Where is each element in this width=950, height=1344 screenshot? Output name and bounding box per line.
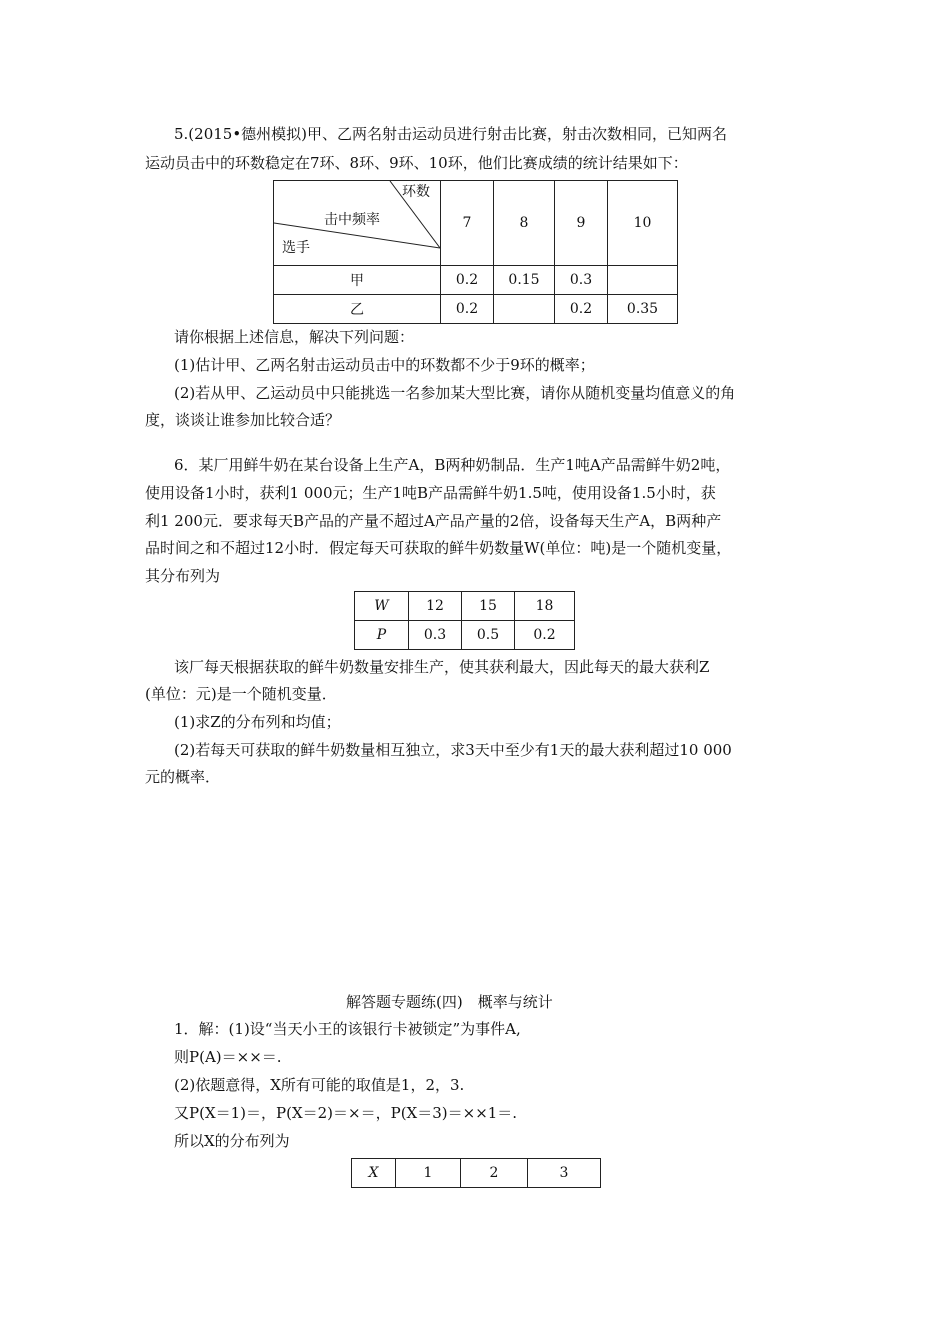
- q5-subquestion-1: (1)估计甲、乙两名射击运动员击中的环数都不少于9环的概率；: [174, 356, 595, 374]
- table-cell: 0.3: [409, 621, 462, 650]
- answer-1-line-3: (2)依题意得，X所有可能的取值是1，2，3.: [174, 1076, 465, 1094]
- answer-1-line-1: 1．解：(1)设“当天小王的该银行卡被锁定”为事件A,: [174, 1020, 521, 1038]
- answer-1-line-4: 又P(X＝1)＝，P(X＝2)＝×＝，P(X＝3)＝××1＝.: [174, 1104, 518, 1122]
- row-header-x: X: [352, 1159, 396, 1188]
- q6-distribution-table: [354, 591, 575, 650]
- q5-score-table: [273, 180, 678, 324]
- table-row: [355, 621, 575, 650]
- q6-line-4: 品时间之和不超过12小时．假定每天可获取的鲜牛奶数量W(单位：吨)是一个随机变量，: [145, 539, 732, 557]
- col-header: 8: [494, 181, 555, 266]
- q6-subquestion-2-line-2: 元的概率．: [145, 768, 221, 786]
- table-cell: 1: [396, 1159, 461, 1188]
- table-cell: 15: [462, 592, 515, 621]
- q5-prompt: 请你根据上述信息，解决下列问题：: [174, 328, 415, 346]
- q6-line-3: 利1 200元．要求每天B产品的产量不超过A产品产量的2倍，设备每天生产A，B两种产: [145, 512, 722, 530]
- table-row: [352, 1159, 601, 1188]
- table-cell: 0.2: [515, 621, 575, 650]
- q6-line-2: 使用设备1小时，获利1 000元；生产1吨B产品需鲜牛奶1.5吨，使用设备1.5小时，获: [145, 484, 716, 502]
- col-header: 9: [555, 181, 608, 266]
- table-cell: 0.3: [555, 266, 608, 295]
- table-cell: 2: [461, 1159, 528, 1188]
- table-cell: 0.5: [462, 621, 515, 650]
- answer-distribution-table: [351, 1158, 601, 1188]
- row-header-w: W: [355, 592, 409, 621]
- answers-title: 解答题专题练(四) 概率与统计: [346, 993, 553, 1011]
- header-player: 选手: [282, 240, 310, 256]
- header-rings: 环数: [402, 184, 430, 200]
- q6-after-line-1: 该厂每天根据获取的鲜牛奶数量安排生产，使其获利最大，因此每天的最大获利Z: [174, 658, 710, 676]
- table-cell: 0.2: [555, 295, 608, 324]
- q6-line-1: 6．某厂用鲜牛奶在某台设备上生产A，B两种奶制品．生产1吨A产品需鲜牛奶2吨，: [174, 456, 731, 474]
- table-cell: 18: [515, 592, 575, 621]
- table-cell: 3: [528, 1159, 601, 1188]
- q5-line-2: 运动员击中的环数稳定在7环、8环、9环、10环，他们比赛成绩的统计结果如下：: [145, 154, 688, 172]
- answer-1-line-5: 所以X的分布列为: [174, 1132, 290, 1150]
- table-row: [274, 266, 678, 295]
- table-cell: 0.35: [608, 295, 678, 324]
- table-cell: 0.2: [441, 266, 494, 295]
- table-row: [274, 295, 678, 324]
- q5-line-1: 5.(2015•德州模拟)甲、乙两名射击运动员进行射击比赛，射击次数相同，已知两名: [174, 125, 728, 143]
- q6-subquestion-1: (1)求Z的分布列和均值；: [174, 713, 341, 731]
- q6-after-line-2: (单位：元)是一个随机变量．: [145, 685, 337, 703]
- q5-subquestion-2-line-1: (2)若从甲、乙运动员中只能挑选一名参加某大型比赛，请你从随机变量均值意义的角: [174, 384, 736, 402]
- q6-line-5: 其分布列为: [145, 567, 221, 585]
- table-cell: [608, 266, 678, 295]
- table-cell: [494, 295, 555, 324]
- col-header: 7: [441, 181, 494, 266]
- table-header-diagonal-cell: [274, 181, 441, 266]
- q6-subquestion-2-line-1: (2)若每天可获取的鲜牛奶数量相互独立，求3天中至少有1天的最大获利超过10 000: [174, 741, 732, 759]
- header-hit-frequency: 击中频率: [324, 212, 380, 228]
- table-row: [355, 592, 575, 621]
- row-label: 甲: [274, 266, 441, 295]
- answer-1-line-2: 则P(A)＝××＝.: [174, 1048, 282, 1066]
- table-cell: 12: [409, 592, 462, 621]
- row-header-p: P: [355, 621, 409, 650]
- col-header: 10: [608, 181, 678, 266]
- row-label: 乙: [274, 295, 441, 324]
- q5-subquestion-2-line-2: 度，谈谈让谁参加比较合适？: [145, 411, 341, 429]
- table-cell: 0.15: [494, 266, 555, 295]
- table-cell: 0.2: [441, 295, 494, 324]
